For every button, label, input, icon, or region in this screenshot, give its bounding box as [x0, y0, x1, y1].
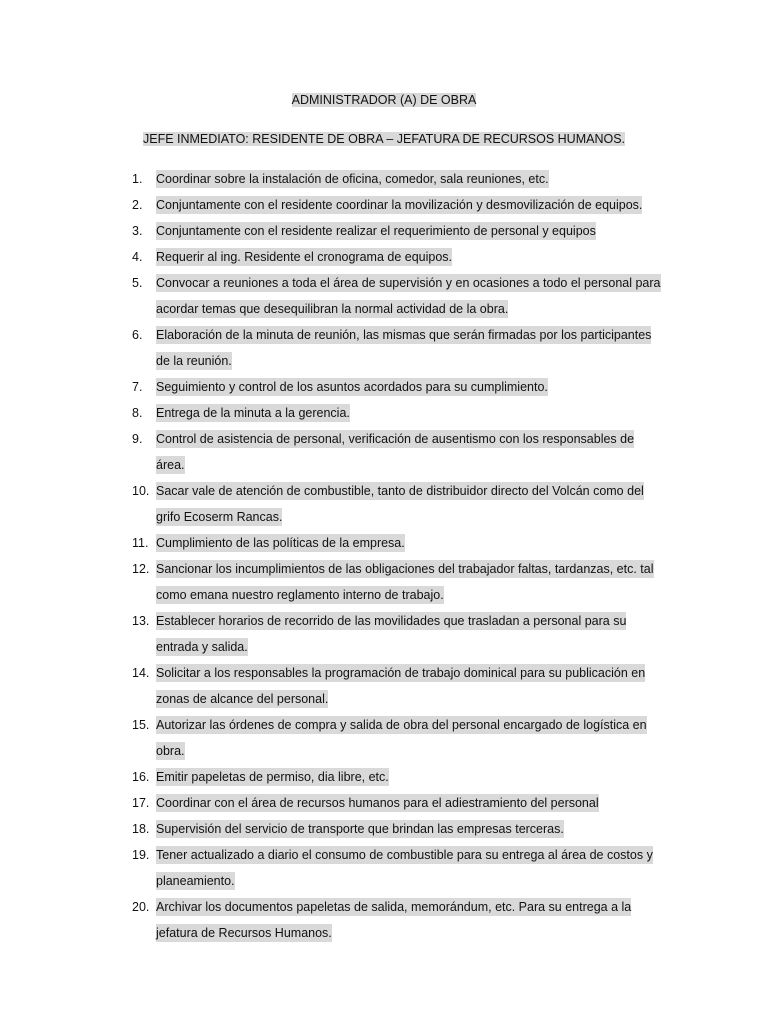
list-item-text: Entrega de la minuta a la gerencia. [156, 406, 350, 420]
list-item [132, 244, 662, 270]
list-item-number: 15. [132, 718, 150, 732]
list-item-text-container [155, 166, 662, 192]
list-item-text-container [155, 790, 662, 816]
list-item-text-container [155, 894, 662, 946]
list-item-text: Coordinar con el área de recursos humanos para el adiestramiento del personal [156, 796, 599, 810]
list-item [132, 816, 662, 842]
list-item-text: Tener actualizado a diario el consumo de combustible para su entrega al área de costos y planeamiento. [156, 848, 653, 888]
list-item-number: 4. [132, 250, 143, 264]
list-item-text-container [155, 556, 662, 608]
list-item [132, 166, 662, 192]
list-item [132, 894, 662, 946]
list-item-text-container [155, 426, 662, 478]
list-item-number: 10. [132, 484, 150, 498]
list-item-text-container [155, 400, 662, 426]
list-item-text: Archivar los documentos papeletas de salida, memorándum, etc. Para su entrega a la jefatura de Recursos Humanos. [156, 900, 632, 940]
list-item-text: Requerir al ing. Residente el cronograma de equipos. [156, 250, 453, 264]
list-item-number: 8. [132, 406, 143, 420]
list-item [132, 218, 662, 244]
list-item [132, 530, 662, 556]
list-item-text-container [155, 244, 662, 270]
list-item-text: Coordinar sobre la instalación de oficina, comedor, sala reuniones, etc. [156, 172, 549, 186]
list-item-text: Elaboración de la minuta de reunión, las mismas que serán firmadas por los participantes de la reunión. [156, 328, 652, 368]
list-item [132, 374, 662, 400]
list-item-text: Sacar vale de atención de combustible, tanto de distribuidor directo del Volcán como del grifo Ecoserm Rancas. [156, 484, 644, 524]
list-item [132, 192, 662, 218]
list-item-text: Emitir papeletas de permiso, dia libre, etc. [156, 770, 389, 784]
list-item [132, 842, 662, 894]
list-item [132, 660, 662, 712]
document-subtitle [0, 131, 768, 148]
list-item-text: Convocar a reuniones a toda el área de supervisión y en ocasiones a todo el personal para acordar temas que desequilibran la normal actividad de la obra. [156, 276, 661, 316]
list-item-text-container [155, 322, 662, 374]
list-item-text-container [155, 816, 662, 842]
list-item-text: Establecer horarios de recorrido de las movilidades que trasladan a personal para su entrada y salida. [156, 614, 627, 654]
list-item-number: 6. [132, 328, 143, 342]
list-item-number: 19. [132, 848, 150, 862]
list-item-text-container [155, 218, 662, 244]
list-item-text: Supervisión del servicio de transporte que brindan las empresas terceras. [156, 822, 564, 836]
list-item-number: 3. [132, 224, 143, 238]
list-item-text-container [155, 530, 662, 556]
list-item [132, 790, 662, 816]
list-item-number: 16. [132, 770, 150, 784]
list-item-text-container [155, 478, 662, 530]
list-item-text: Autorizar las órdenes de compra y salida de obra del personal encargado de logística en obra. [156, 718, 647, 758]
list-item-text: Cumplimiento de las políticas de la empresa. [156, 536, 405, 550]
list-item [132, 712, 662, 764]
list-item-number: 2. [132, 198, 143, 212]
list-item-number: 11. [132, 536, 149, 550]
list-item [132, 478, 662, 530]
list-item-number: 5. [132, 276, 143, 290]
list-item-number: 18. [132, 822, 150, 836]
list-item-number: 17. [132, 796, 150, 810]
list-item [132, 608, 662, 660]
list-item [132, 426, 662, 478]
list-item-text: Conjuntamente con el residente coordinar la movilización y desmovilización de equipos. [156, 198, 643, 212]
list-item-text-container [155, 842, 662, 894]
list-item [132, 270, 662, 322]
list-item-text: Conjuntamente con el residente realizar el requerimiento de personal y equipos [156, 224, 596, 238]
document-subtitle-text: JEFE INMEDIATO: RESIDENTE DE OBRA – JEFATURA DE RECURSOS HUMANOS. [142, 132, 626, 146]
list-item-text: Solicitar a los responsables la programación de trabajo dominical para su publicación en zonas de alcance del personal. [156, 666, 646, 706]
list-item-number: 12. [132, 562, 150, 576]
list-item-number: 14. [132, 666, 150, 680]
list-item-text-container [155, 374, 662, 400]
list-item-number: 7. [132, 380, 143, 394]
list-item-number: 20. [132, 900, 150, 914]
list-item-text-container [155, 270, 662, 322]
list-item-text-container [155, 192, 662, 218]
list-item-text: Sancionar los incumplimientos de las obligaciones del trabajador faltas, tardanzas, etc. tal como emana nuestro reglamento interno de trabajo. [156, 562, 654, 602]
list-item [132, 400, 662, 426]
list-item-number: 1. [132, 172, 143, 186]
list-item-text-container [155, 660, 662, 712]
document-title-text: ADMINISTRADOR (A) DE OBRA [291, 93, 477, 107]
list-item-number: 13. [132, 614, 150, 628]
list-item-text-container [155, 712, 662, 764]
document-title [0, 92, 768, 109]
list-item-text-container [155, 764, 662, 790]
list-item [132, 556, 662, 608]
list-item-text: Control de asistencia de personal, verificación de ausentismo con los responsables de área. [156, 432, 635, 472]
list-item-text-container [155, 608, 662, 660]
responsibilities-list [132, 166, 662, 946]
list-item-number: 9. [132, 432, 143, 446]
list-item-text: Seguimiento y control de los asuntos acordados para su cumplimiento. [156, 380, 548, 394]
list-item [132, 764, 662, 790]
list-item [132, 322, 662, 374]
